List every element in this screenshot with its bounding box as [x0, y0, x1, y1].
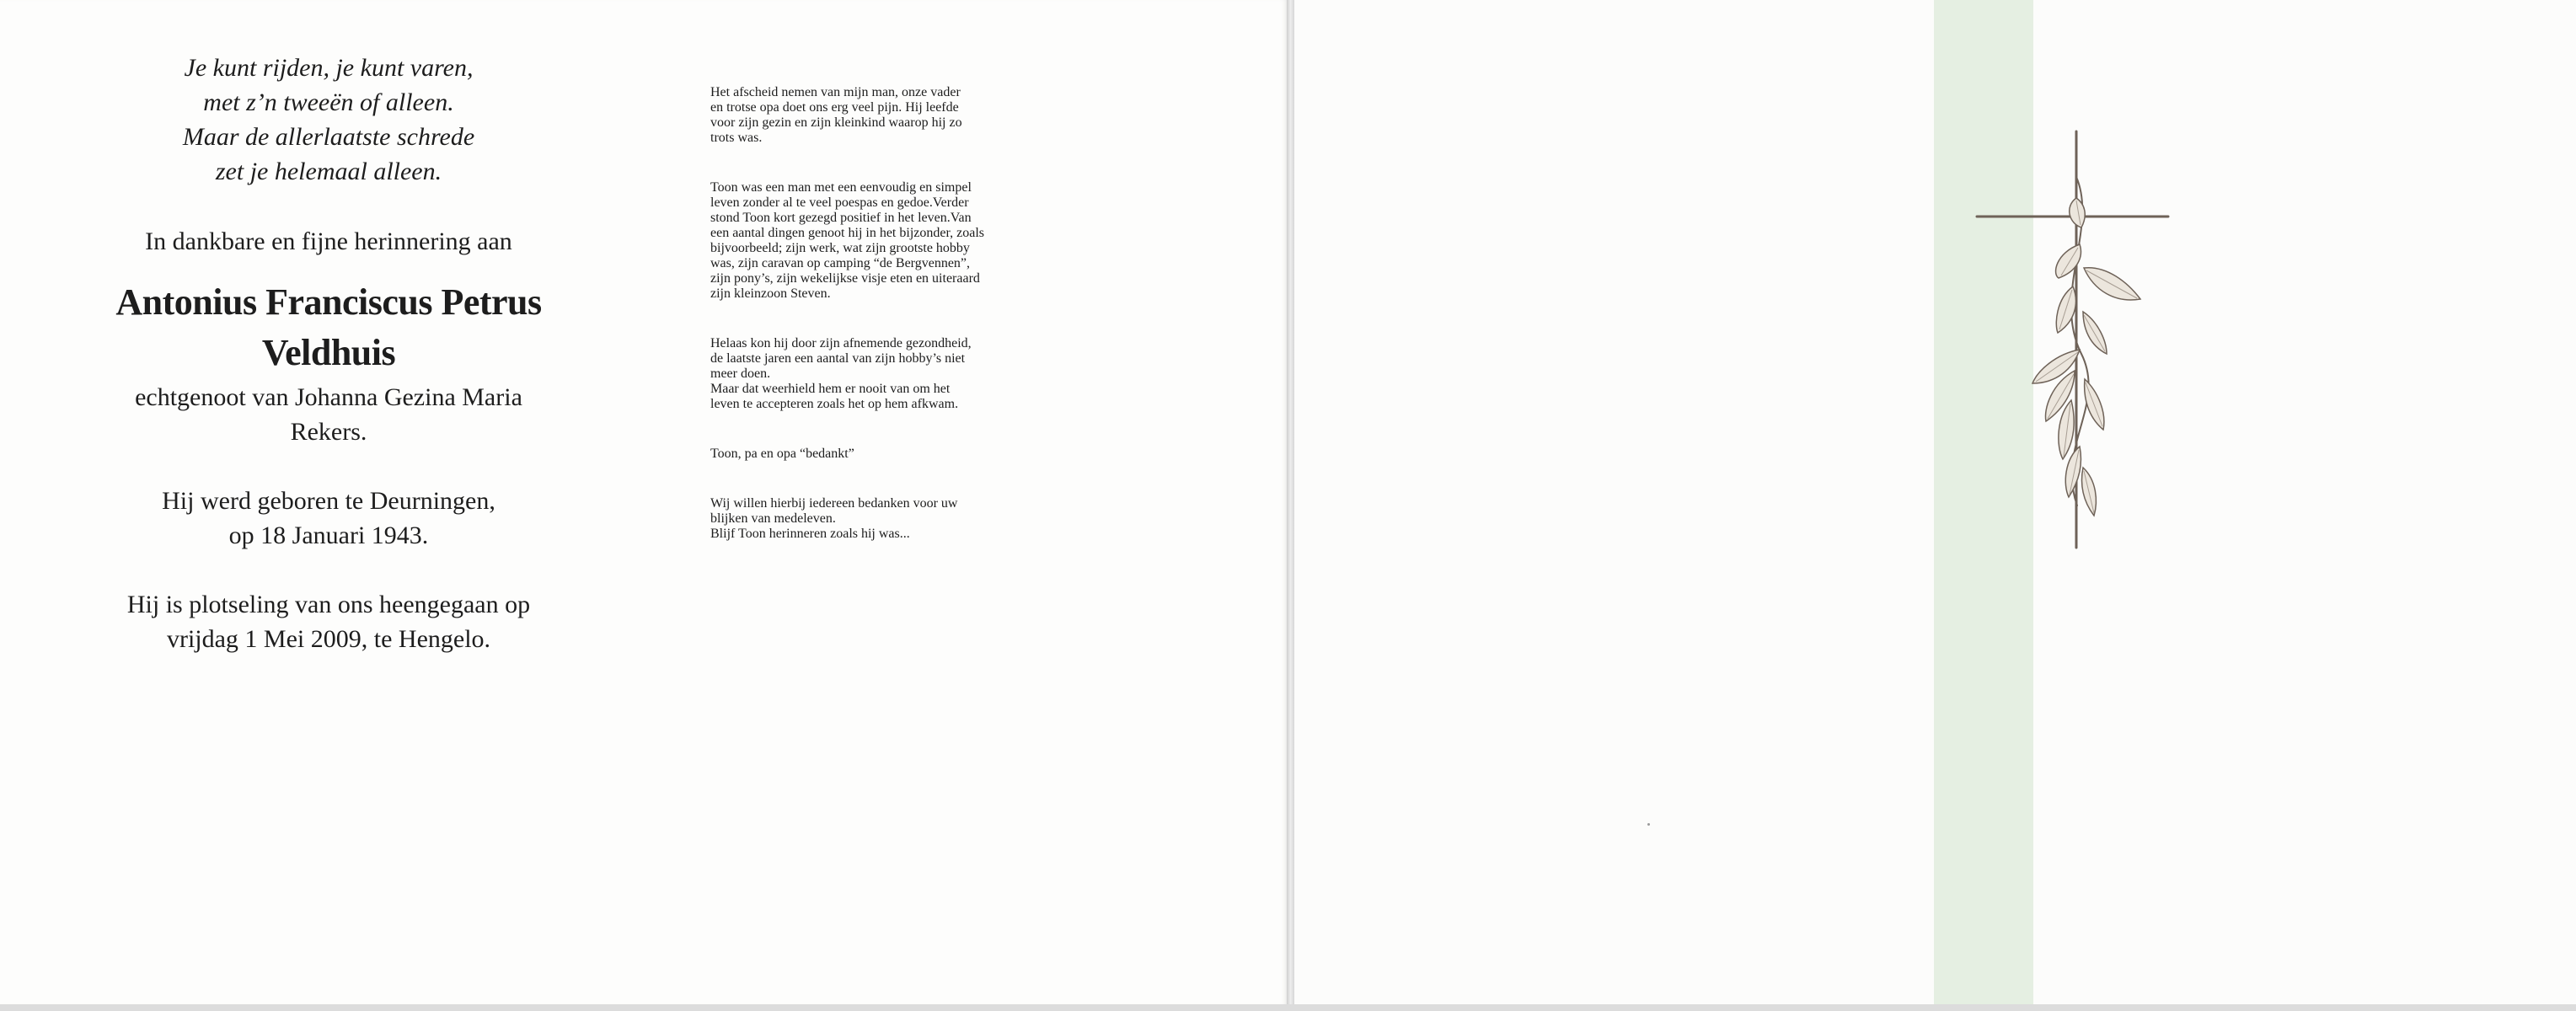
poem-line: zet je helemaal alleen.	[215, 158, 442, 185]
spouse-line: echtgenoot van Johanna Gezina Maria	[135, 383, 522, 411]
death-line: Hij is plotseling van ons heengegaan op	[126, 591, 531, 618]
poem	[59, 51, 598, 189]
paper-speck	[1647, 823, 1650, 826]
text-line: meer doen.	[710, 366, 771, 381]
text-line: trots was.	[710, 131, 763, 145]
memorial-left-column	[59, 51, 598, 656]
text-line: stond Toon kort gezegd positief in het leven.Van	[710, 211, 972, 225]
poem-line: Maar de allerlaatste schrede	[182, 123, 475, 151]
poem-line: Je kunt rijden, je kunt varen,	[184, 54, 474, 82]
text-line: voor zijn gezin en zijn kleinkind waarop hij zo	[710, 115, 962, 130]
memorial-right-column	[710, 51, 1250, 576]
spouse-line: Rekers.	[290, 418, 367, 446]
text-line: Wij willen hierbij iedereen bedanken voor uw	[710, 496, 958, 511]
text-line: zijn kleinzoon Steven.	[710, 286, 831, 301]
text-line: Toon was een man met een eenvoudig en simpel	[710, 180, 972, 195]
text-line: zijn pony’s, zijn wekelijkse visje eten en uiteraard	[710, 271, 980, 286]
birth-text	[59, 484, 598, 553]
name-line: Veldhuis	[261, 332, 396, 373]
text-line: leven zonder al te veel poespas en gedoe.Verder	[710, 195, 969, 210]
deceased-name	[59, 277, 598, 378]
text-line: Het afscheid nemen van mijn man, onze vader	[710, 85, 961, 99]
text-line: een aantal dingen genoot hij in het bijzonder, zoals	[710, 226, 985, 240]
name-line: Antonius Franciscus Petrus	[115, 281, 542, 323]
spouse-text	[59, 380, 598, 449]
text-line: en trotse opa doet ons erg veel pijn. Hij leefde	[710, 100, 959, 115]
text-line: Blijf Toon herinneren zoals hij was...	[710, 527, 910, 541]
text-line: Maar dat weerhield hem er nooit van om het	[710, 382, 951, 396]
death-line: vrijdag 1 Mei 2009, te Hengelo.	[166, 625, 491, 653]
scan-edge	[0, 1004, 2576, 1011]
text-line: was, zijn caravan op camping “de Bergvennen”,	[710, 256, 971, 270]
text-line: de laatste jaren een aantal van zijn hobby’s niet	[710, 351, 966, 366]
death-text	[59, 587, 598, 656]
text-line: blijken van medeleven.	[710, 511, 836, 526]
cross-with-leaves-icon	[1972, 126, 2174, 556]
intro-text: In dankbare en fijne herinnering aan	[145, 227, 512, 255]
birth-line: Hij werd geboren te Deurningen,	[162, 487, 495, 515]
text-line: leven te accepteren zoals het op hem afkwam.	[710, 397, 959, 411]
poem-line: met z’n tweeën of alleen.	[203, 88, 454, 116]
text-line: Toon, pa en opa “bedankt”	[710, 447, 854, 461]
card-fold	[1287, 0, 1294, 1011]
birth-line: op 18 Januari 1943.	[228, 522, 429, 549]
text-line: Helaas kon hij door zijn afnemende gezondheid,	[710, 336, 972, 350]
text-line: bijvoorbeeld; zijn werk, wat zijn grootste hobby	[710, 241, 970, 255]
